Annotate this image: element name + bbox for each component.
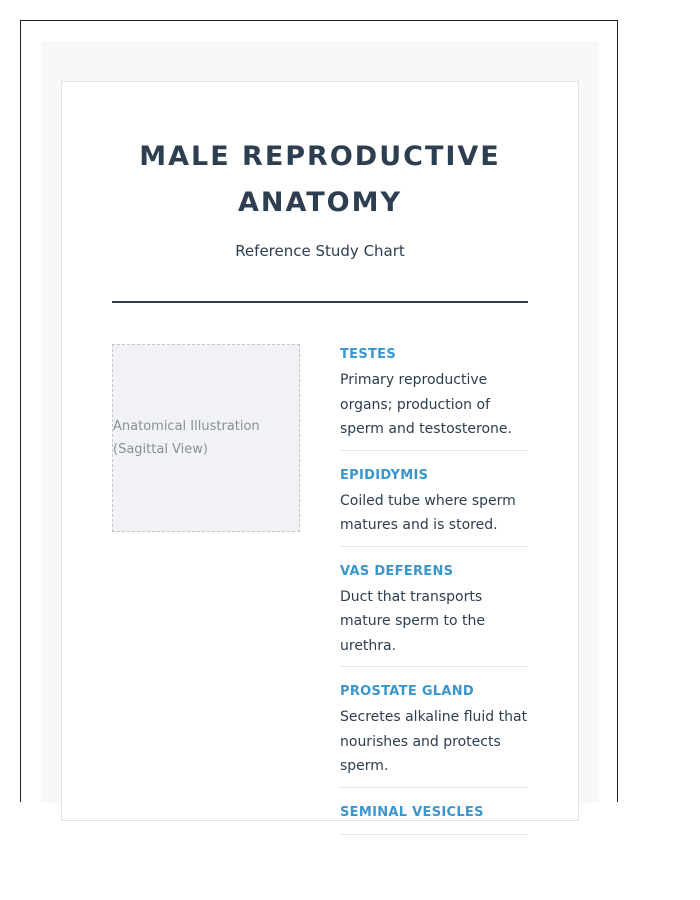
page-subtitle: Reference Study Chart — [235, 242, 405, 260]
study-chart-card — [61, 81, 579, 821]
illustration-label: Anatomical Illustration (Sagittal View) — [113, 419, 260, 457]
term-description: Coiled tube where sperm matures and is stored. — [340, 492, 516, 533]
term-item-vas-deferens — [340, 563, 528, 668]
term-name: SEMINAL VESICLES — [340, 804, 484, 820]
page-title: MALE REPRODUCTIVE ANATOMY — [139, 141, 501, 218]
term-description: Secretes alkaline fluid that nourishes and protects sperm. — [340, 709, 528, 774]
term-name: PROSTATE GLAND — [340, 684, 475, 699]
illustration-placeholder — [112, 344, 300, 532]
term-item-testes — [340, 346, 528, 451]
term-name: EPIDIDYMIS — [340, 467, 429, 483]
page-background — [41, 41, 599, 820]
term-description: Duct that transports mature sperm to the urethra. — [340, 588, 485, 654]
term-item-prostate-gland — [340, 683, 528, 788]
term-name: TESTES — [340, 347, 397, 362]
term-item-seminal-vesicles — [340, 804, 528, 835]
term-name: VAS DEFERENS — [340, 563, 454, 579]
term-item-epididymis — [340, 467, 528, 547]
document-frame — [20, 20, 618, 820]
term-list — [340, 346, 528, 851]
term-description: Primary reproductive organs; production of sperm and testosterone. — [340, 372, 512, 437]
title-divider — [112, 301, 528, 303]
